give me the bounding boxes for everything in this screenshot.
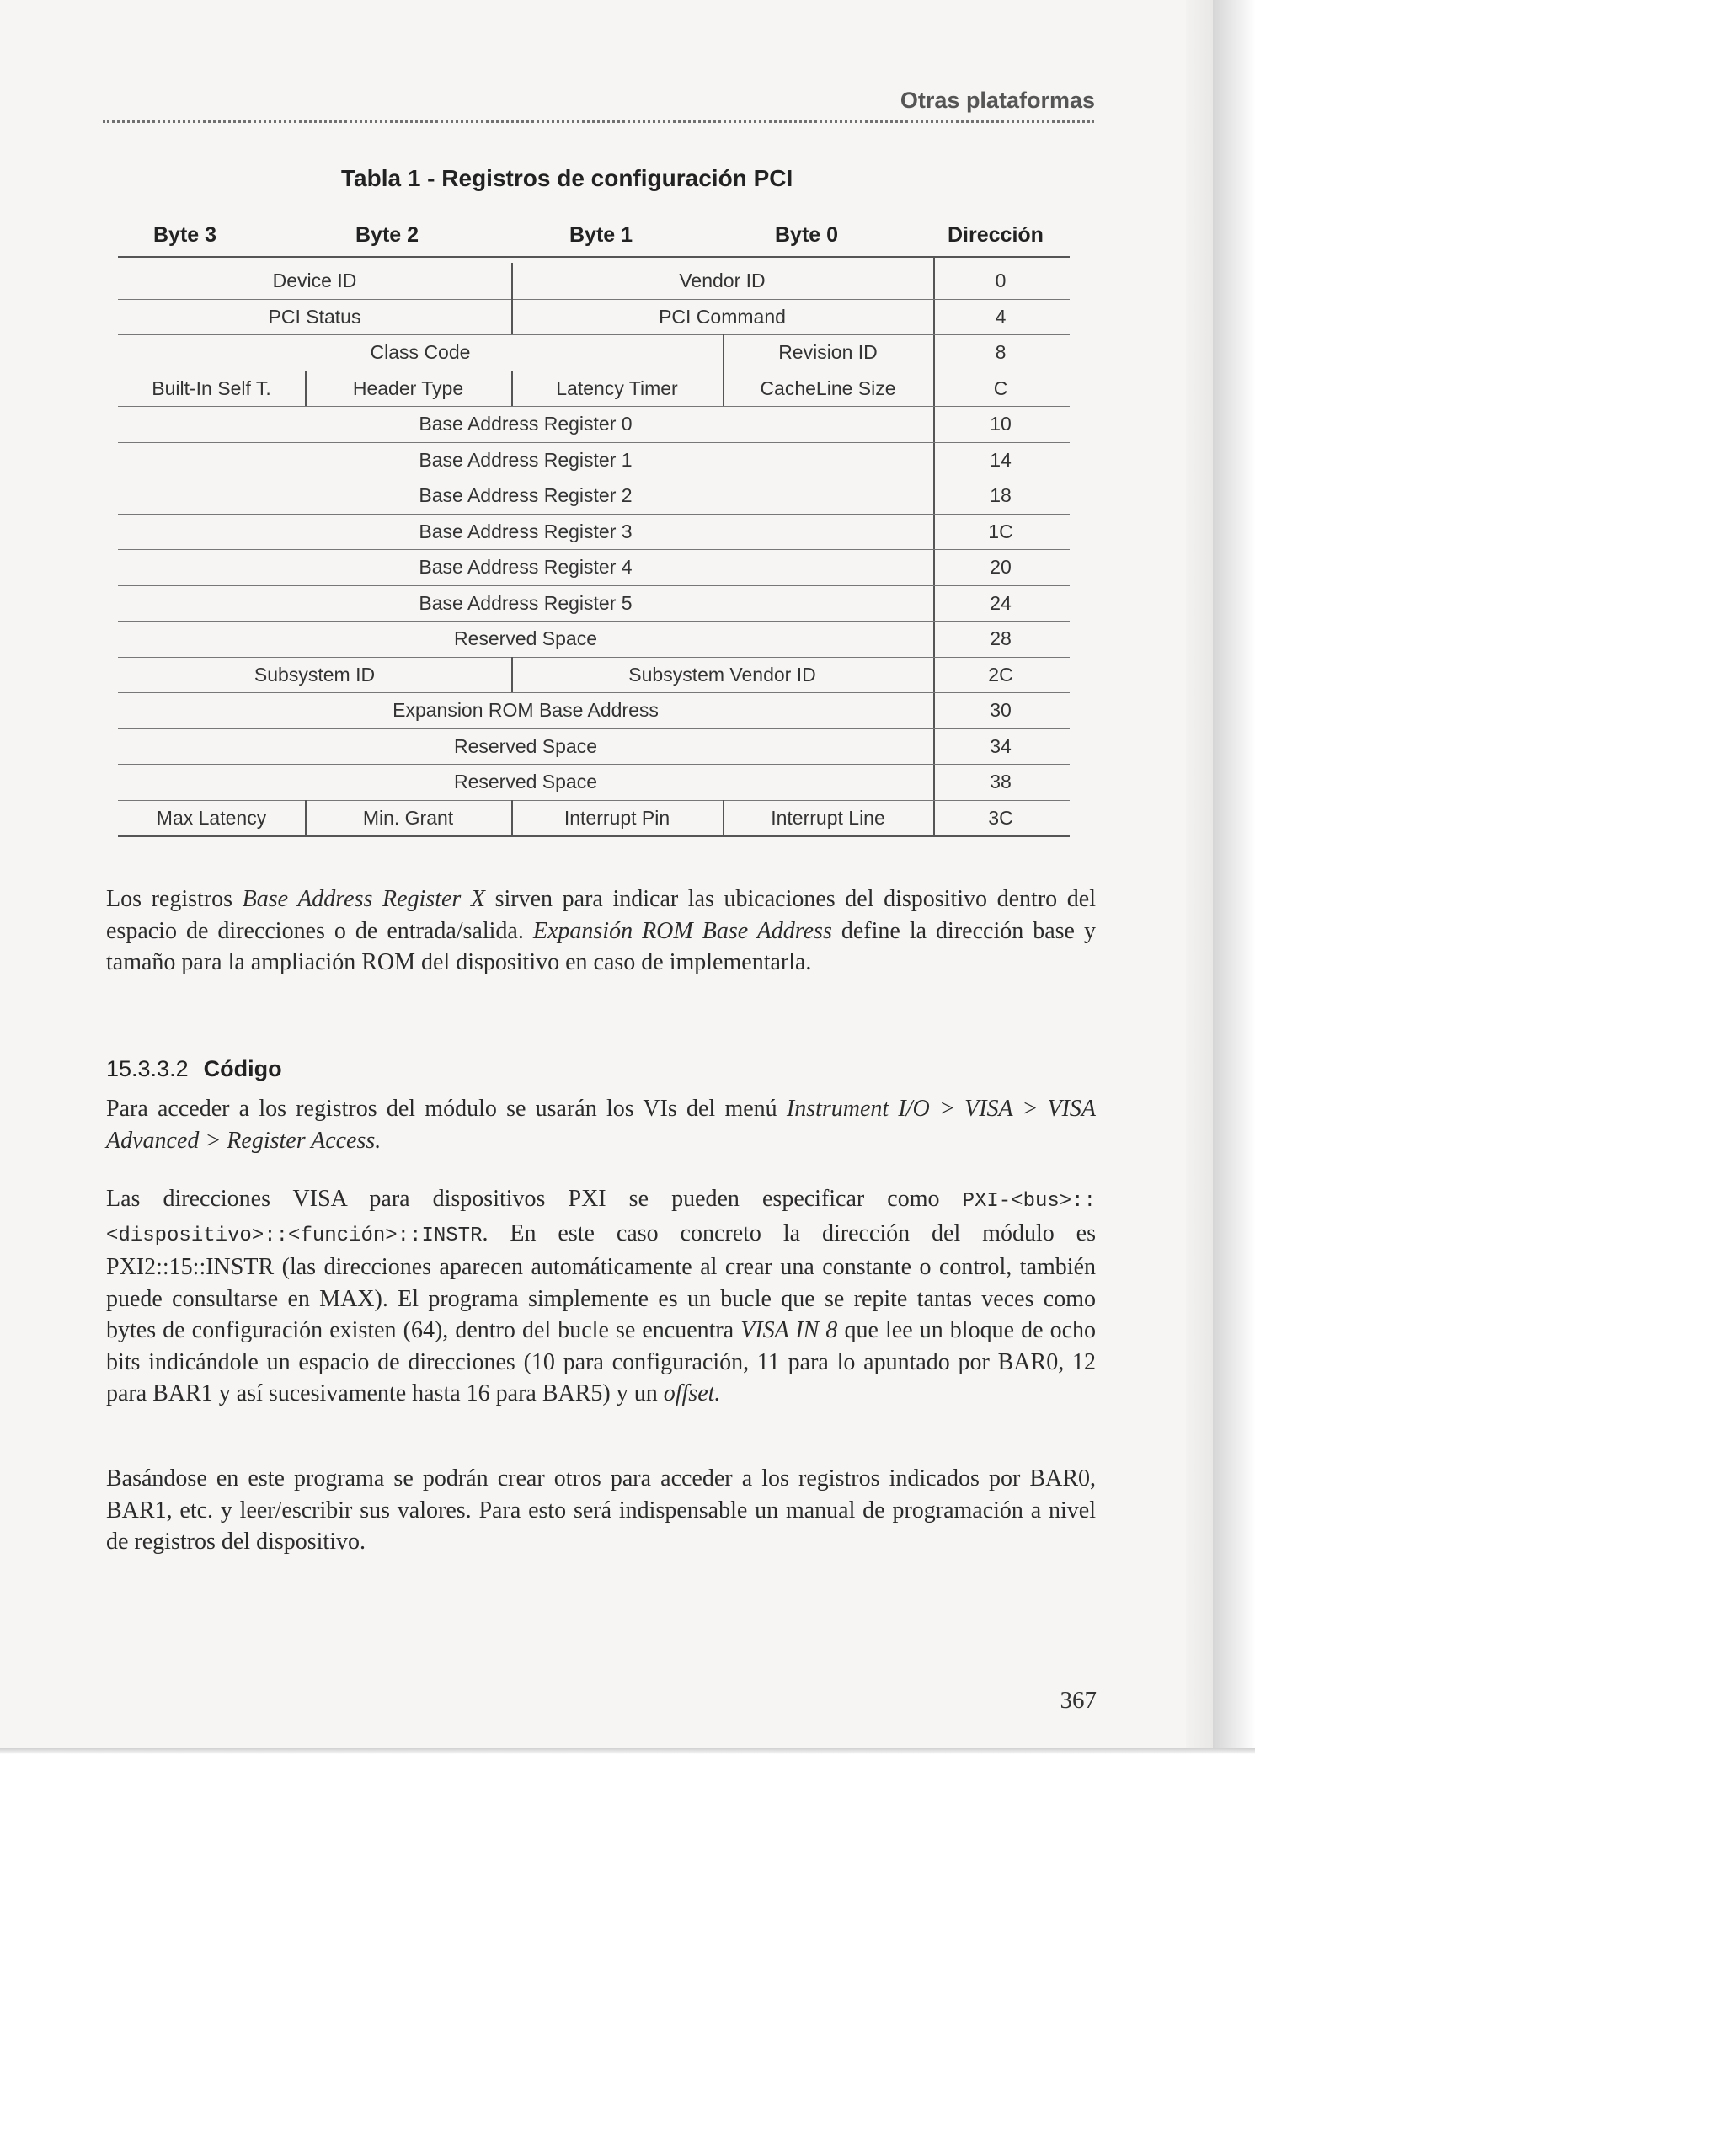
col-header-byte0: Byte 0 xyxy=(775,223,839,247)
register-cell: Interrupt Pin xyxy=(563,806,670,829)
register-address: 1C xyxy=(988,520,1013,542)
register-address: 14 xyxy=(990,448,1012,471)
register-cell: Device ID xyxy=(272,270,357,291)
register-address: 2C xyxy=(988,663,1013,686)
register-address: 10 xyxy=(990,413,1012,435)
register-cell: Revision ID xyxy=(778,341,878,363)
header-rule xyxy=(103,120,1094,123)
cell-divider xyxy=(305,800,307,836)
col-header-byte2: Byte 2 xyxy=(355,223,419,247)
register-address: 8 xyxy=(995,341,1007,363)
register-cell: Subsystem ID xyxy=(254,663,376,686)
running-head: Otras plataformas xyxy=(900,88,1095,113)
register-cell: Expansion ROM Base Address xyxy=(393,699,659,721)
register-address: 24 xyxy=(990,591,1012,614)
cell-divider xyxy=(511,800,513,836)
section-number: 15.3.3.2 xyxy=(106,1056,189,1081)
register-address: 38 xyxy=(990,771,1012,792)
cell-divider xyxy=(511,371,513,407)
register-cell: Min. Grant xyxy=(362,806,454,829)
register-address: 0 xyxy=(995,270,1007,291)
table-caption: Tabla 1 - Registros de configuración PCI xyxy=(341,165,793,191)
register-cell: Base Address Register 5 xyxy=(419,591,633,614)
col-header-byte3: Byte 3 xyxy=(153,223,217,247)
register-cell: Subsystem Vendor ID xyxy=(628,663,816,686)
table-header-rule xyxy=(118,256,1070,258)
page-number: 367 xyxy=(1060,1687,1097,1714)
register-address: 30 xyxy=(990,699,1012,721)
cell-divider xyxy=(511,657,513,693)
section-title: Código xyxy=(203,1056,282,1081)
register-cell: Header Type xyxy=(352,376,464,399)
col-header-direccion: Dirección xyxy=(948,223,1044,247)
paragraph-register-access: Para acceder a los registros del módulo se usarán los VIs del menú Instrument I/O > VISA > VISA Advanced > Register Access. xyxy=(106,1096,1096,1154)
register-cell: Reserved Space xyxy=(453,627,598,649)
register-address: C xyxy=(993,376,1008,399)
paragraph-base-address: Los registros Base Address Register X sirven para indicar las ubicaciones del dispositivo dentro del espacio de direcciones o de entrada/salida. Expansión ROM Base Address define la dirección base y tamaño para la ampliación ROM del dispositivo en caso de implementarla. xyxy=(106,886,1096,975)
register-cell: PCI Status xyxy=(268,305,361,328)
cell-divider xyxy=(305,371,307,407)
register-cell: Reserved Space xyxy=(453,771,598,792)
register-address: 4 xyxy=(995,305,1007,328)
paragraph-visa-addresses: Las direcciones VISA para dispositivos PXI se pueden especificar como PXI-<bus>::<dispositivo>::<función>::INSTR. En este caso concreto la dirección del módulo es PXI2::15::INSTR (las direcciones aparecen automáticamente al crear una constante o control, también puede consultarse en MAX). El programa simplemente es un bucle que se repite tantas veces como bytes de configuración existen (64), dentro del bucle se encuentra VISA IN 8 que lee un bloque de ocho bits indicándole un espacio de direcciones (10 para configuración, 11 para lo apuntado por BAR0, 12 para BAR1 y así sucesivamente hasta 16 para BAR5) y un offset. xyxy=(106,1186,1097,1406)
register-cell: Base Address Register 1 xyxy=(419,448,633,471)
register-cell: Class Code xyxy=(370,341,471,363)
register-cell: Built-In Self T. xyxy=(152,376,271,399)
register-address: 3C xyxy=(988,806,1013,829)
register-address: 20 xyxy=(990,556,1012,578)
register-cell: Latency Timer xyxy=(556,376,678,399)
cell-divider xyxy=(511,263,513,299)
cell-divider xyxy=(723,371,724,407)
cell-divider xyxy=(723,800,724,836)
cell-divider xyxy=(723,334,724,371)
col-header-byte1: Byte 1 xyxy=(569,223,633,247)
register-cell: Reserved Space xyxy=(453,734,598,757)
register-cell: Base Address Register 4 xyxy=(419,556,633,578)
cell-divider xyxy=(511,299,513,335)
register-cell: Base Address Register 2 xyxy=(419,484,633,506)
row-rule xyxy=(118,835,1070,837)
paragraph-other-programs: Basándose en este programa se podrán crear otros para acceder a los registros indicados por BAR0, BAR1, etc. y leer/escribir sus valores. Para esto será indispensable un manual de programación a nivel de registros del dispositivo. xyxy=(106,1465,1096,1555)
page-shadow-right xyxy=(1213,0,1255,1748)
register-cell: Base Address Register 3 xyxy=(419,520,633,542)
register-address: 34 xyxy=(990,734,1012,757)
register-address: 28 xyxy=(990,627,1012,649)
register-cell: Vendor ID xyxy=(679,270,766,291)
register-cell: Max Latency xyxy=(156,806,267,829)
register-cell: PCI Command xyxy=(659,305,786,328)
page-edge xyxy=(1186,0,1213,1748)
register-address: 18 xyxy=(990,484,1012,506)
register-cell: Interrupt Line xyxy=(771,806,885,829)
page-shadow-bottom xyxy=(0,1748,1255,1754)
register-cell: Base Address Register 0 xyxy=(419,413,633,435)
register-cell: CacheLine Size xyxy=(760,376,896,399)
section-heading xyxy=(106,1056,282,1082)
